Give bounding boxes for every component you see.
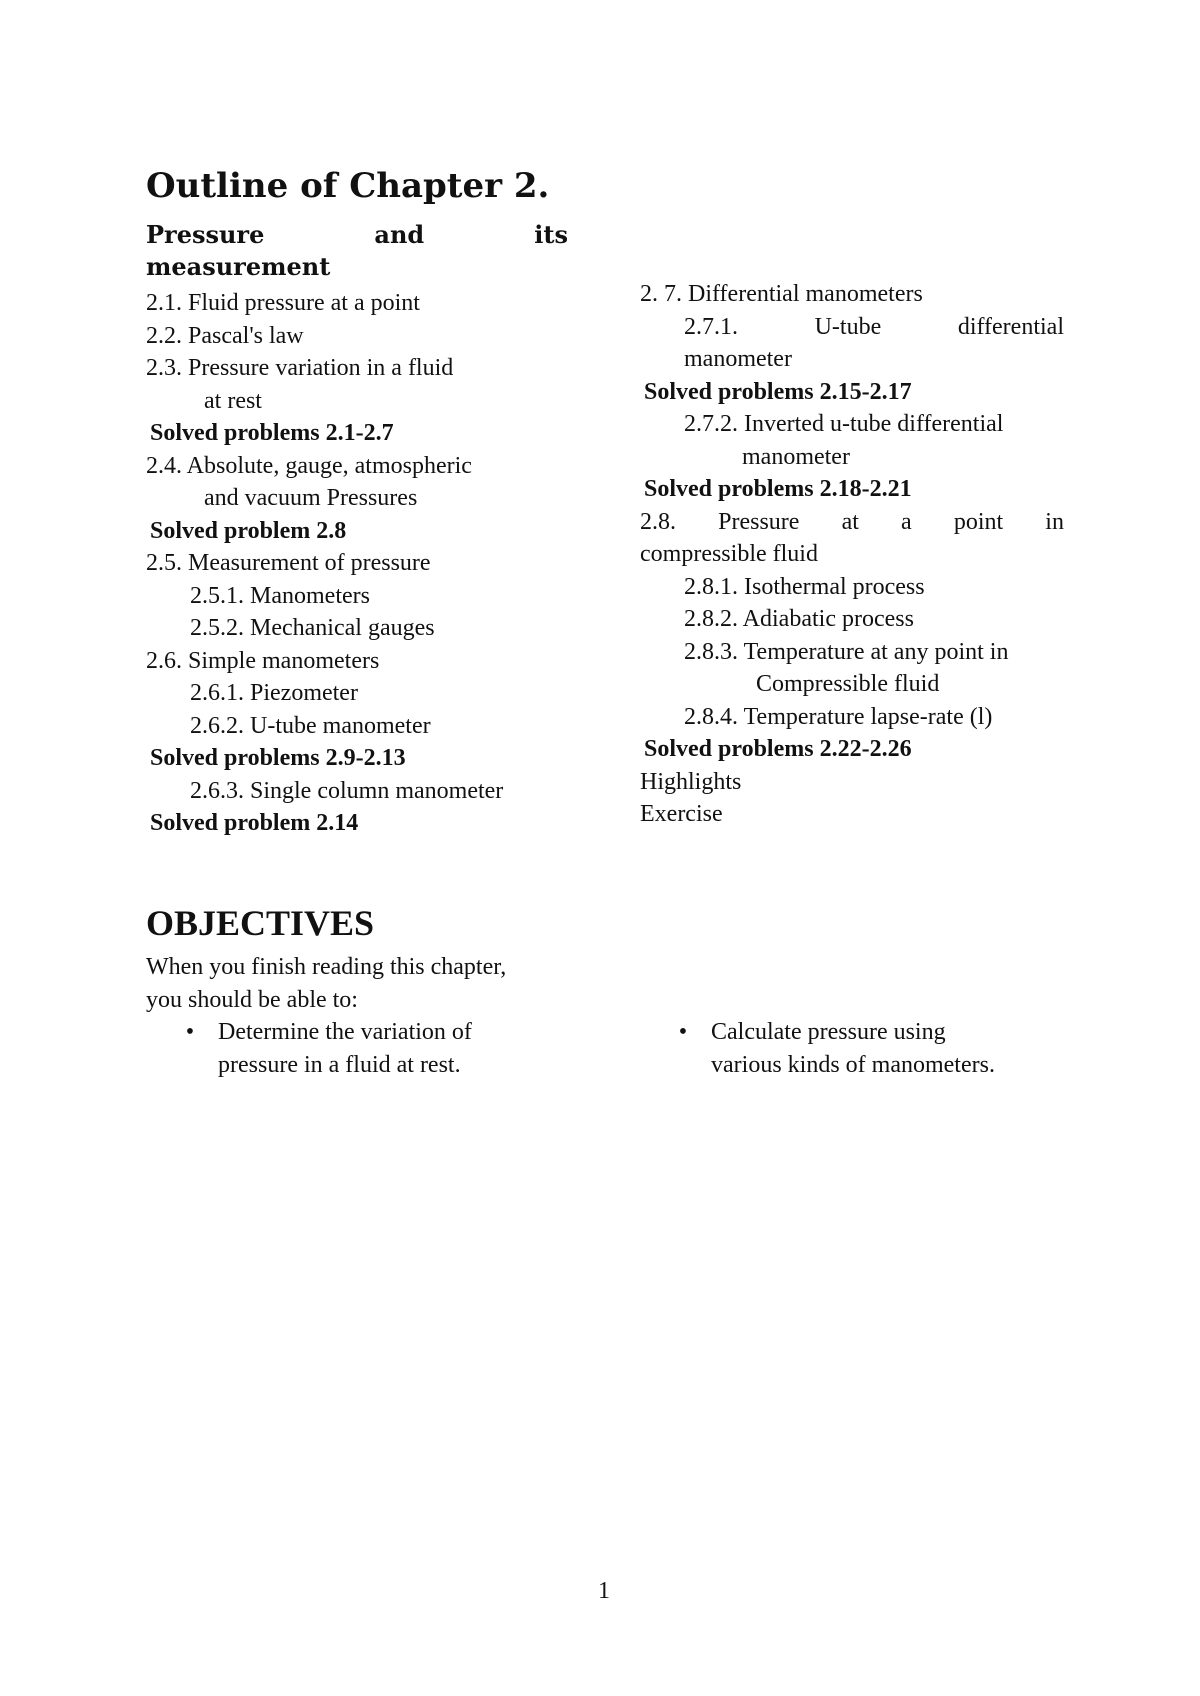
outline-entry-continuation: and vacuum Pressures <box>204 485 418 511</box>
outline-entry-2-7: 2. 7. Differential manometers <box>640 281 923 307</box>
objective-line: Determine the variation of <box>218 1019 472 1045</box>
subtitle-word: Pressure <box>146 220 265 249</box>
solved-problems-2-1-2-7: Solved problems 2.1-2.7 <box>150 420 394 446</box>
subtitle-line-2: measurement <box>146 252 331 281</box>
outline-entry-continuation: manometer <box>742 443 850 470</box>
outline-left-column <box>146 287 570 840</box>
objective-text <box>218 1016 472 1081</box>
chapter-subtitle <box>146 219 568 283</box>
outline-word: Pressure <box>718 508 800 535</box>
outline-entry-2-4 <box>146 450 570 515</box>
objective-text <box>711 1016 995 1081</box>
subtitle-word: its <box>534 220 568 249</box>
outline-entry-spread-line <box>640 506 1064 539</box>
outline-entry-text: 2.4. Absolute, gauge, atmospheric <box>146 452 472 479</box>
bullet-dot-icon: • <box>185 1019 195 1045</box>
outline-entry-2-5: 2.5. Measurement of pressure <box>146 550 431 576</box>
outline-entry-text: 2.7.2. Inverted u-tube differential <box>684 411 1004 437</box>
outline-entry-2-2: 2.2. Pascal's law <box>146 322 304 349</box>
outline-entry-2-6-1: 2.6.1. Piezometer <box>190 680 358 706</box>
outline-entry-2-7-1 <box>640 311 1064 376</box>
objectives-intro-line: you should be able to: <box>146 986 358 1013</box>
outline-word: at <box>841 508 859 535</box>
outline-entry-highlights: Highlights <box>640 768 742 795</box>
outline-word: a <box>901 508 912 535</box>
objective-line: various kinds of manometers. <box>711 1051 995 1078</box>
outline-entry-2-1: 2.1. Fluid pressure at a point <box>146 290 420 316</box>
outline-entry-continuation: Compressible fluid <box>756 671 940 697</box>
outline-word: 2.7.1. <box>684 313 738 340</box>
outline-word: point <box>953 508 1004 535</box>
outline-right-column <box>640 278 1064 831</box>
bullet-dot-icon: • <box>678 1019 688 1045</box>
outline-word: U-tube <box>814 313 882 340</box>
objective-line: Calculate pressure using <box>711 1019 946 1045</box>
outline-entry-continuation: manometer <box>684 346 792 372</box>
objective-line: pressure in a fluid at rest. <box>218 1051 461 1078</box>
outline-entry-exercise: Exercise <box>640 801 723 827</box>
outline-entry-2-8-3 <box>640 636 1064 701</box>
solved-problems-2-9-2-13: Solved problems 2.9-2.13 <box>150 745 406 771</box>
outline-entry-spread-line <box>684 311 1064 344</box>
objectives-intro <box>146 951 606 1016</box>
outline-entry-2-8-1: 2.8.1. Isothermal process <box>684 573 925 600</box>
solved-problems-2-18-2-21: Solved problems 2.18-2.21 <box>644 476 912 502</box>
outline-entry-2-8-2: 2.8.2. Adiabatic process <box>684 606 914 632</box>
outline-entry-2-6-2: 2.6.2. U-tube manometer <box>190 712 431 739</box>
outline-entry-2-8-4: 2.8.4. Temperature lapse-rate (l) <box>684 703 993 730</box>
outline-entry-text: 2.3. Pressure variation in a fluid <box>146 355 454 381</box>
objective-bullet <box>673 1016 1093 1086</box>
solved-problem-2-8: Solved problem 2.8 <box>150 517 347 544</box>
outline-entry-2-5-1: 2.5.1. Manometers <box>190 582 370 609</box>
page-number: 1 <box>598 1578 610 1604</box>
solved-problems-2-15-2-17: Solved problems 2.15-2.17 <box>644 378 912 405</box>
outline-entry-2-6: 2.6. Simple manometers <box>146 647 380 674</box>
outline-word: differential <box>957 313 1064 340</box>
outline-entry-continuation: compressible fluid <box>640 541 818 567</box>
outline-word: 2.8. <box>640 508 676 535</box>
outline-entry-2-5-2: 2.5.2. Mechanical gauges <box>190 615 435 641</box>
outline-entry-2-7-2 <box>640 408 1064 473</box>
objectives-intro-line: When you finish reading this chapter, <box>146 954 507 980</box>
outline-entry-2-3 <box>146 352 570 417</box>
subtitle-word: and <box>374 220 425 249</box>
solved-problem-2-14: Solved problem 2.14 <box>150 810 359 836</box>
outline-entry-2-6-3: 2.6.3. Single column manometer <box>190 777 504 804</box>
outline-entry-text: 2.8.3. Temperature at any point in <box>684 638 1009 665</box>
outline-entry-2-8 <box>640 506 1064 571</box>
objectives-heading: OBJECTIVES <box>146 903 375 943</box>
objective-bullet <box>180 1016 600 1086</box>
solved-problems-2-22-2-26: Solved problems 2.22-2.26 <box>644 736 912 762</box>
outline-word: in <box>1045 508 1064 535</box>
chapter-title: Outline of Chapter 2. <box>146 166 550 206</box>
outline-entry-continuation: at rest <box>204 387 262 414</box>
